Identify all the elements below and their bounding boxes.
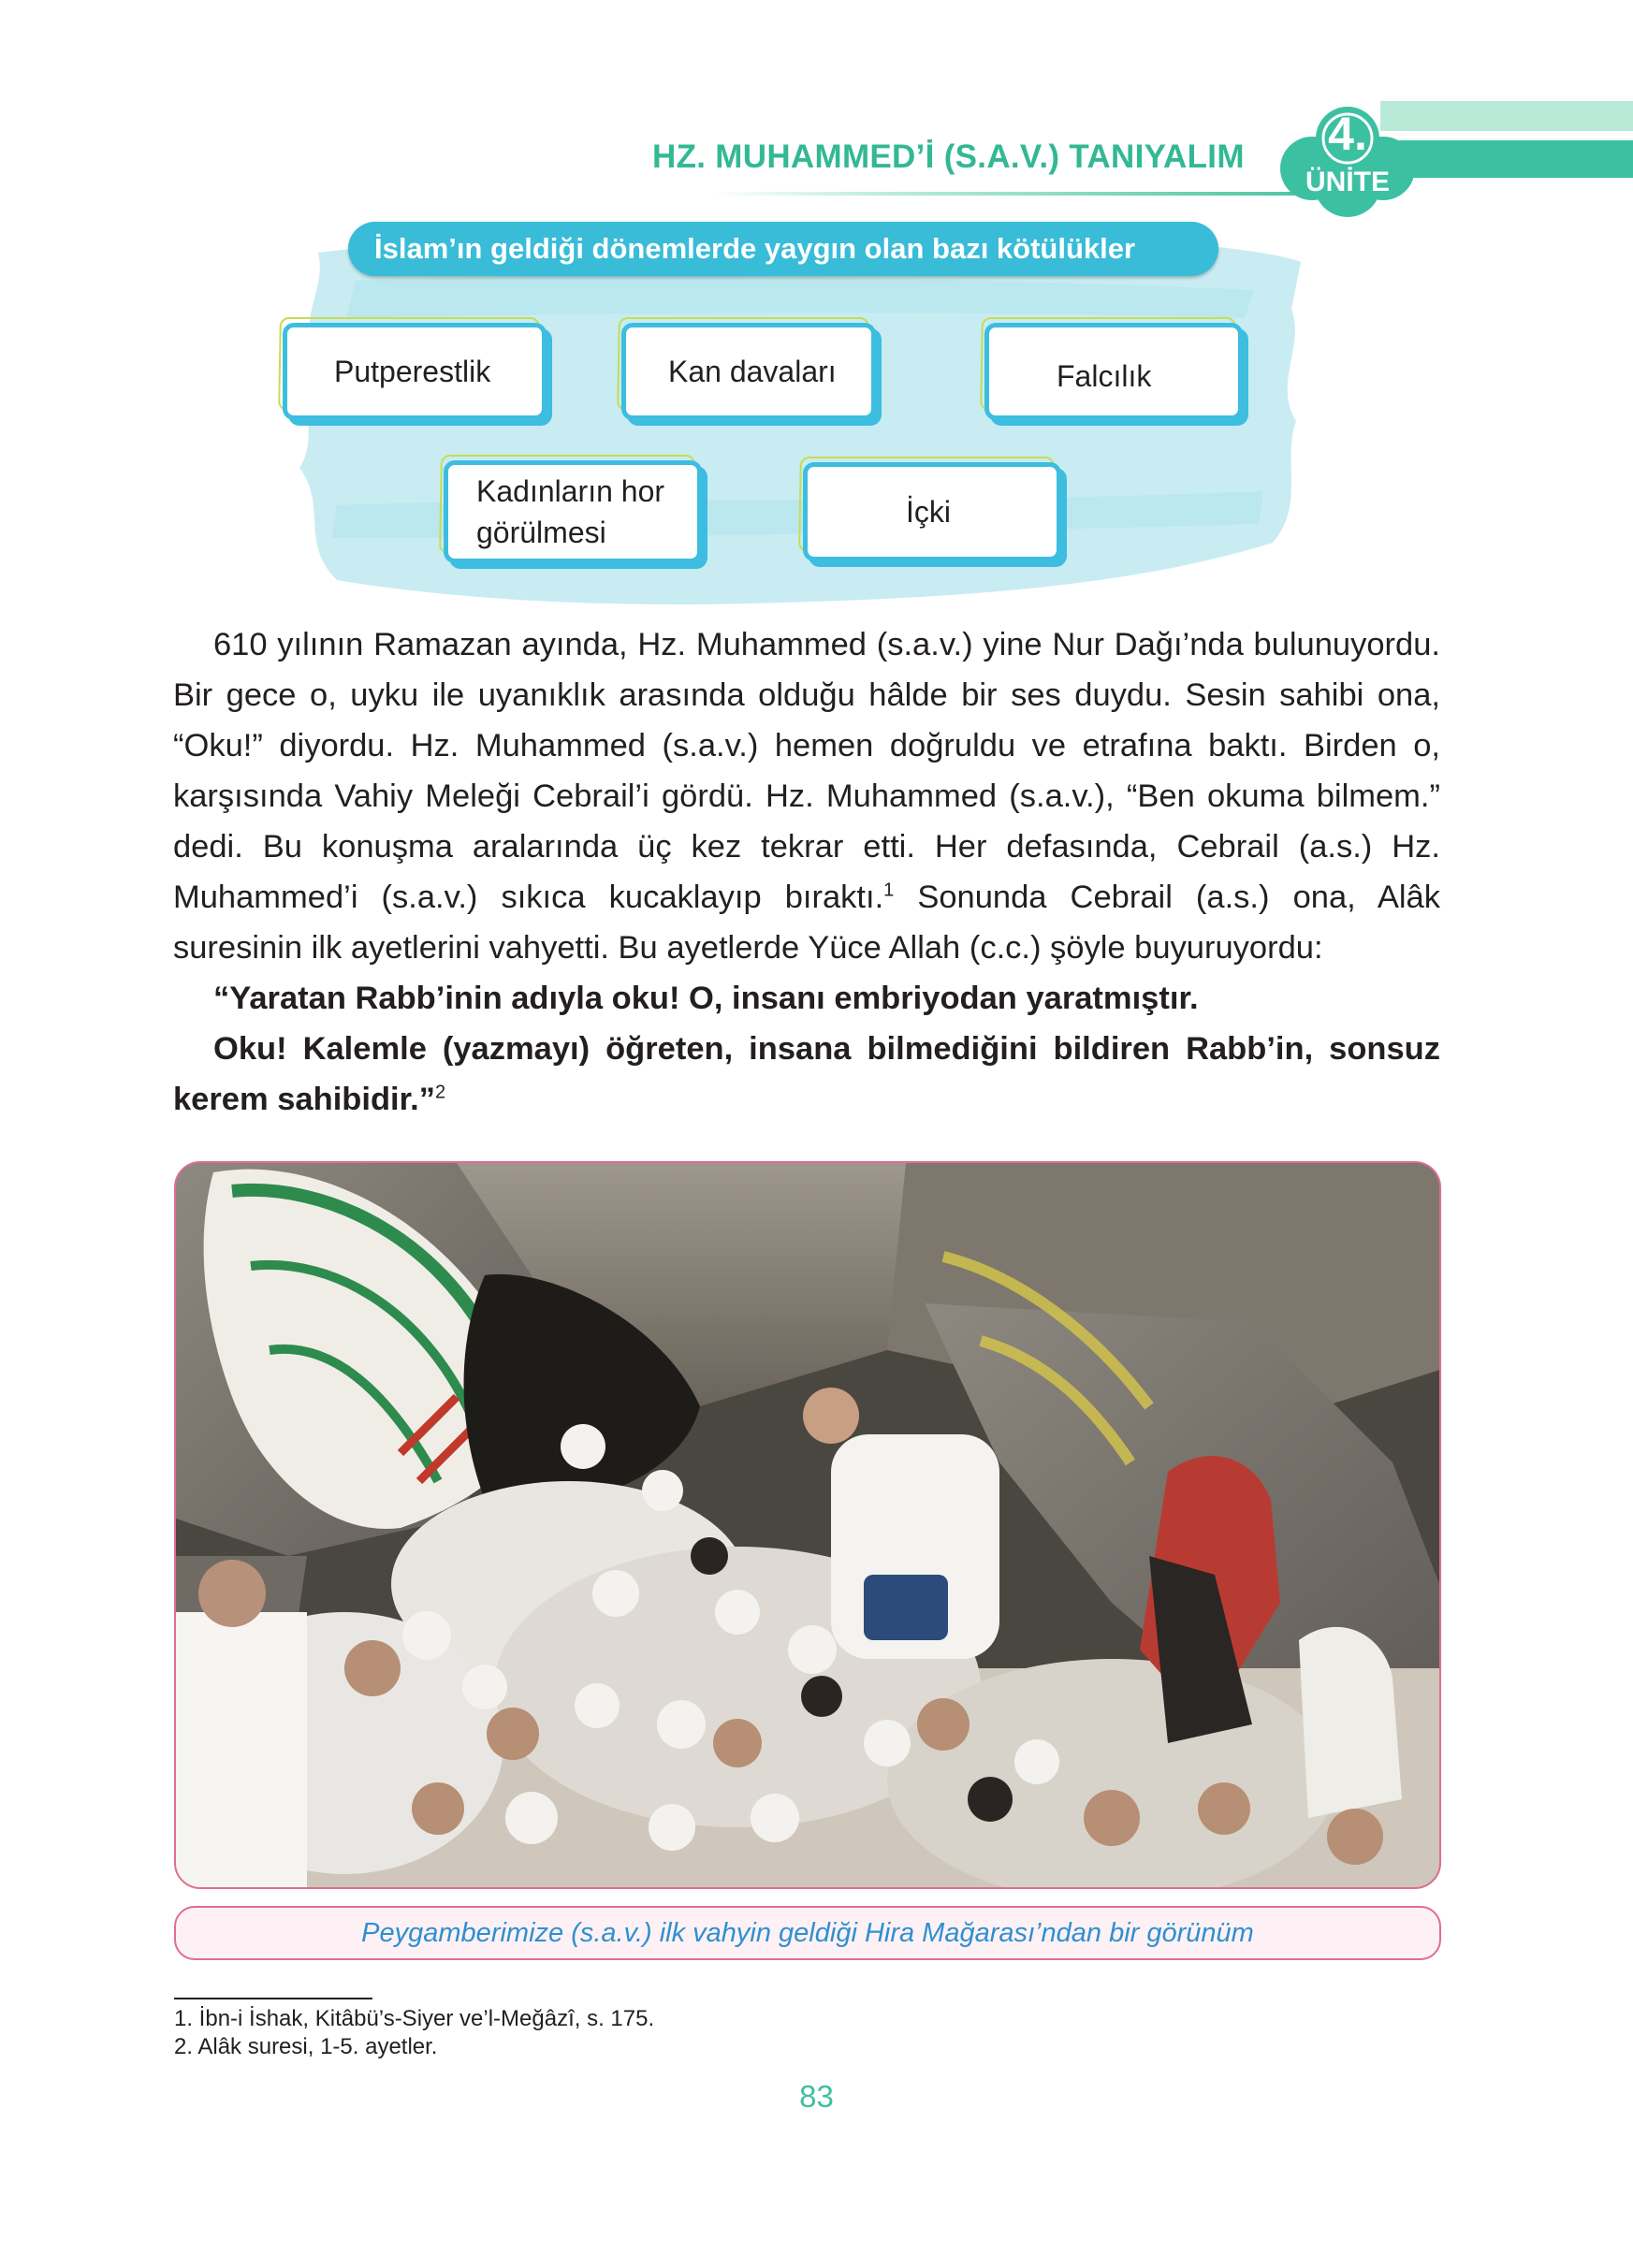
evil-label: Kan davaları [668, 354, 837, 388]
evil-card-idolatry [283, 323, 547, 420]
evil-label: Falcılık [1057, 358, 1152, 393]
photo-frame [174, 1161, 1441, 1889]
verse-line-2: Oku! Kalemle (yazmayı) öğreten, insana bilmediğini bildiren Rabb’in, sonsuz kerem sahibidir.”$^2$ [173, 1031, 1440, 1117]
page-number: 83 [799, 2079, 834, 2114]
unit-number: 4. [1328, 108, 1367, 160]
footnote-rule [174, 1998, 372, 1999]
evil-card-blood-feud [621, 323, 876, 420]
section-title: İslam’ın geldiği dönemlerde yaygın olan bazı kötülükler [348, 222, 1218, 276]
footnote-ref-2: 2 [434, 1082, 446, 1103]
hira-cave-photo [176, 1163, 1441, 1889]
footnote-ref-1: 1 [883, 880, 895, 901]
evil-card-alcohol [803, 462, 1061, 561]
header-rule [711, 192, 1310, 196]
footnotes [174, 2005, 654, 2061]
evil-card-fortune-telling [984, 323, 1243, 420]
brush-background [281, 225, 1310, 618]
photo-caption: Peygamberimize (s.a.v.) ilk vahyin geldiği Hira Mağarası’ndan bir görünüm [174, 1906, 1441, 1960]
main-paragraph: 610 yılının Ramazan ayında, Hz. Muhammed (s.a.v.) yine Nur Dağı’nda bulunuyordu. Bir gece o, uyku ile uyanıklık arasında olduğu hâlde bir ses duydu. Sesin sahibi ona, “Oku!” diyordu. Hz. Muhammed (s.a.v.) hemen doğruldu ve etrafına baktı. Birden o, karşısında Vahiy Meleği Cebrail’i gördü. Hz. Muhammed (s.a.v.), “Ben okuma bilmem.” dedi. Bu konuşma aralarında üç kez tekrar etti. Her defasında, Cebrail (a.s.) Hz. Muhammed’i (s.a.v.) sıkıca kucaklayıp bıraktı.$^1$ Sonunda Cebrail (a.s.) ona, Alâk suresinin ilk ayetlerini vahyetti. Bu ayetlerde Yüce Allah (c.c.) şöyle buyuruyordu: [173, 627, 1440, 966]
evil-label: Putperestlik [334, 354, 491, 388]
footnote-2: 2. Alâk suresi, 1-5. ayetler. [174, 2034, 438, 2059]
evil-card-women-contempt [444, 460, 702, 563]
body-text [173, 619, 1440, 1125]
evil-label: İçki [906, 494, 951, 529]
unit-label: ÜNİTE [1305, 167, 1390, 197]
evil-label: Kadınların hor görülmesi [476, 474, 665, 549]
verse-line-1: “Yaratan Rabb’inin adıyla oku! O, insanı embriyodan yaratmıştır. [213, 981, 1199, 1016]
chapter-title: HZ. MUHAMMED’İ (S.A.V.) TANIYALIM [652, 138, 1245, 175]
footnote-1: 1. İbn-i İshak, Kitâbü’s-Siyer ve’l-Meğâzî, s. 175. [174, 2006, 655, 2031]
